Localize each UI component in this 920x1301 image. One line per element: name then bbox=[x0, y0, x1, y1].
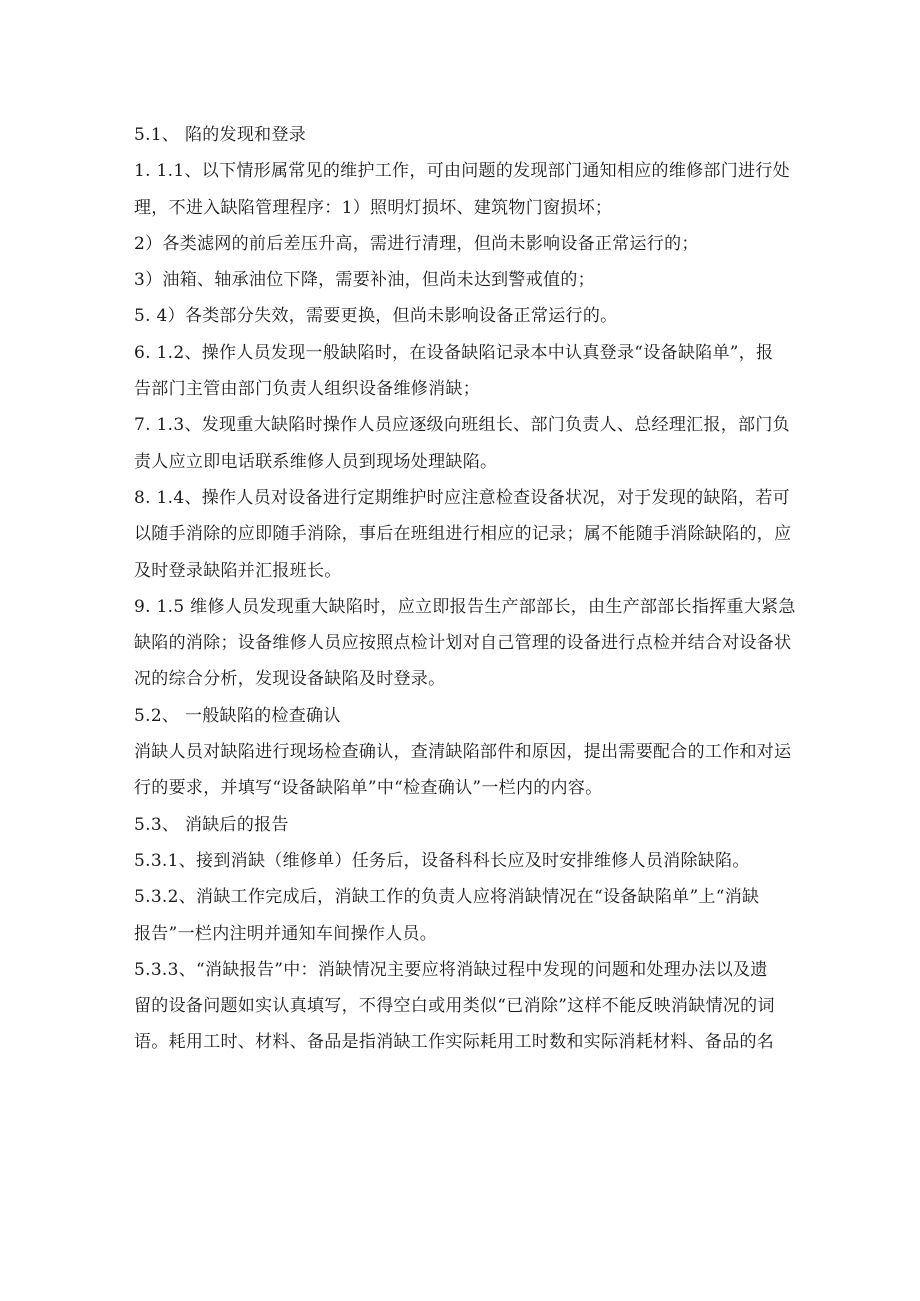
text-line: 留的设备问题如实认真填写，不得空白或用类似“已消除”这样不能反映消缺情况的词 bbox=[134, 996, 775, 1017]
text-line: 行的要求，并填写“设备缺陷单”中“检查确认”一栏内的内容。 bbox=[134, 778, 603, 799]
text-line: 5.3.2、消缺工作完成后，消缺工作的负责人应将消缺情况在“设备缺陷单”上“消缺 bbox=[134, 887, 760, 908]
text-line: 报告”一栏内注明并通知车间操作人员。 bbox=[134, 923, 438, 944]
text-line: 5. 4）各类部分失效，需要更换，但尚未影响设备正常运行的。 bbox=[134, 306, 618, 327]
text-line: 5.3.1、接到消缺（维修单）任务后，设备科科长应及时安排维修人员消除缺陷。 bbox=[134, 850, 750, 871]
text-line: 8. 1.4、操作人员对设备进行定期维护时应注意检查设备状况，对于发现的缺陷，若可 bbox=[134, 487, 790, 508]
text-line: 消缺人员对缺陷进行现场检查确认，查清缺陷部件和原因，提出需要配合的工作和对运 bbox=[134, 742, 792, 763]
text-line: 9. 1.5 维修人员发现重大缺陷时，应立即报告生产部部长，由生产部部长指挥重大紧急 bbox=[134, 596, 796, 617]
text-line: 5.3.3、“消缺报告”中：消缺情况主要应将消缺过程中发现的问题和处理办法以及遗 bbox=[134, 959, 768, 980]
section-heading-5-3: 5.3、 消缺后的报告 bbox=[134, 814, 289, 835]
text-line: 以随手消除的应即随手消除，事后在班组进行相应的记录；属不能随手消除缺陷的，应 bbox=[134, 524, 792, 545]
document-body bbox=[134, 117, 796, 1061]
text-line: 及时登录缺陷并汇报班长。 bbox=[134, 560, 342, 581]
text-line: 6. 1.2、操作人员发现一般缺陷时，在设备缺陷记录本中认真登录“设备缺陷单”，报 bbox=[134, 342, 774, 363]
text-line: 告部门主管由部门负责人组织设备维修消缺； bbox=[134, 379, 480, 400]
text-line: 7. 1.3、发现重大缺陷时操作人员应逐级向班组长、部门负责人、总经理汇报，部门负 bbox=[134, 415, 790, 436]
text-line: 缺陷的消除；设备维修人员应按照点检计划对自己管理的设备进行点检并结合对设备状 bbox=[134, 633, 792, 654]
text-line: 语。耗用工时、材料、备品是指消缺工作实际耗用工时数和实际消耗材料、备品的名 bbox=[134, 1032, 775, 1053]
text-line: 1. 1.1、以下情形属常见的维护工作，可由问题的发现部门通知相应的维修部门进行处 bbox=[134, 161, 790, 182]
text-line: 3）油箱、轴承油位下降，需要补油，但尚未达到警戒值的； bbox=[134, 270, 595, 291]
text-line: 理，不进入缺陷管理程序：1）照明灯损坏、建筑物门窗损坏； bbox=[134, 197, 613, 218]
section-heading-5-2: 5.2、 一般缺陷的检查确认 bbox=[134, 705, 341, 726]
text-line: 况的综合分析，发现设备缺陷及时登录。 bbox=[134, 669, 446, 690]
section-heading-5-1: 5.1、 陷的发现和登录 bbox=[134, 125, 307, 145]
text-line: 2）各类滤网的前后差压升高，需进行清理，但尚未影响设备正常运行的； bbox=[134, 233, 699, 254]
text-line: 责人应立即电话联系维修人员到现场处理缺陷。 bbox=[134, 451, 498, 472]
